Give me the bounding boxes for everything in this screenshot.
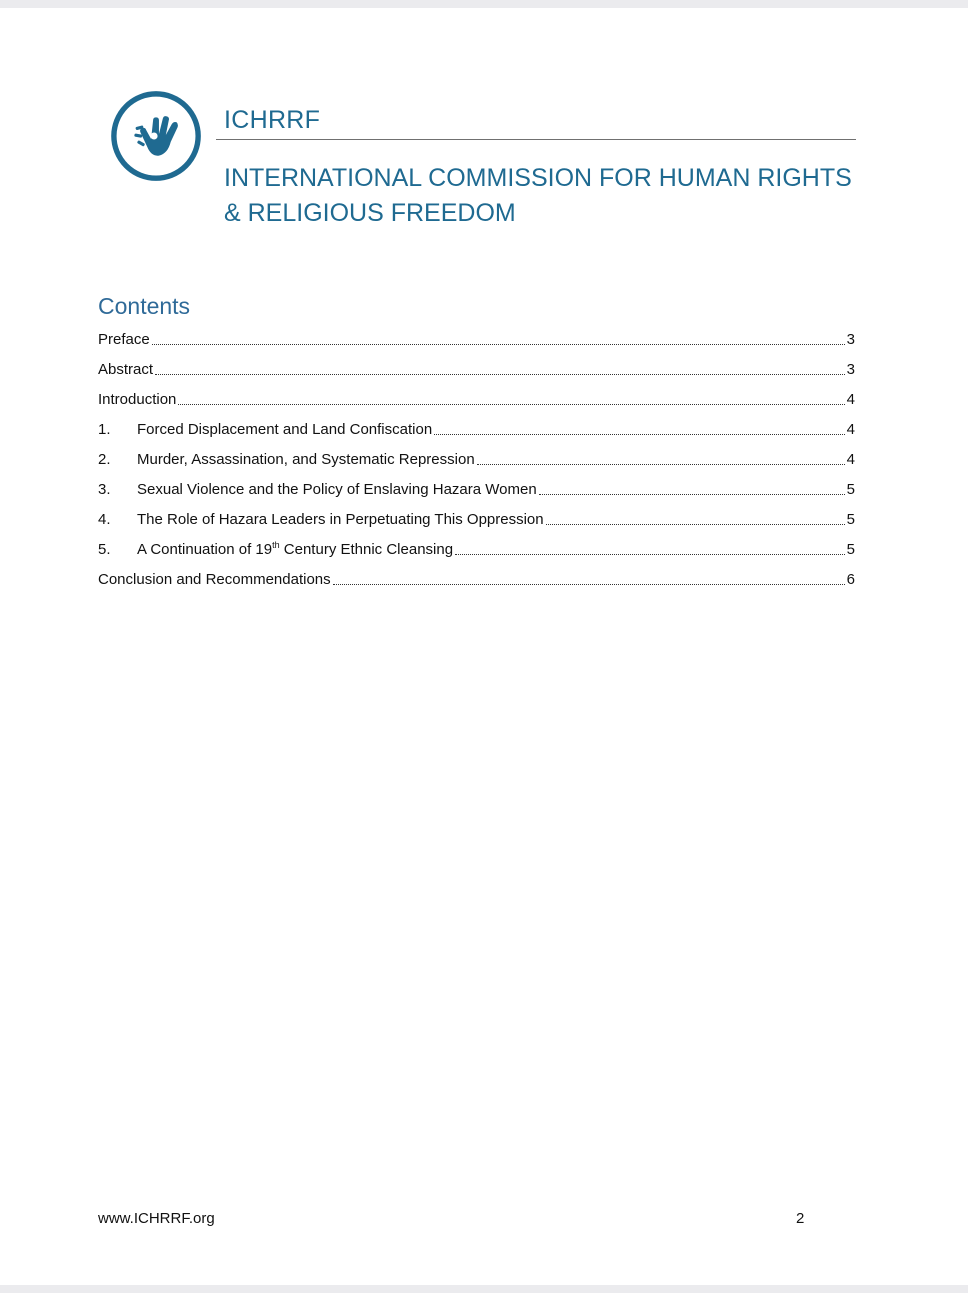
toc-entry-conclusion[interactable] xyxy=(98,564,855,594)
toc-dot-leader xyxy=(539,494,845,495)
toc-dot-leader xyxy=(455,554,845,555)
toc-dot-leader xyxy=(477,464,845,465)
toc-entry-introduction[interactable] xyxy=(98,384,855,414)
toc-entry-number: 1. xyxy=(98,420,111,438)
toc-label-part: A Continuation of 19 xyxy=(137,540,273,558)
toc-entry-3[interactable] xyxy=(98,474,855,504)
toc-entry-1[interactable] xyxy=(98,414,855,444)
toc-entry-label: Preface xyxy=(98,330,150,348)
toc-entry-page: 4 xyxy=(846,420,855,438)
footer-website-link[interactable]: www.ICHRRF.org xyxy=(98,1210,215,1227)
toc-entry-page: 3 xyxy=(846,360,855,378)
toc-entry-preface[interactable] xyxy=(98,324,855,354)
org-full-name-line1: INTERNATIONAL COMMISSION FOR HUMAN RIGHTS xyxy=(224,164,852,192)
toc-entry-label: Introduction xyxy=(98,390,177,408)
toc-entry-5[interactable] xyxy=(98,534,855,564)
toc-entry-page: 5 xyxy=(846,480,855,498)
header-divider xyxy=(216,139,856,140)
sign-language-hand-icon xyxy=(108,88,206,186)
toc-dot-leader xyxy=(155,374,845,375)
org-short-name: ICHRRF xyxy=(224,106,321,134)
toc-entry-page: 6 xyxy=(846,570,855,588)
toc-entry-label: Sexual Violence and the Policy of Enslaving Hazara Women xyxy=(137,480,537,498)
toc-dot-leader xyxy=(178,404,844,405)
toc-entry-label: Conclusion and Recommendations xyxy=(98,570,331,588)
toc-label-superscript: th xyxy=(272,539,280,550)
toc-entry-label: The Role of Hazara Leaders in Perpetuating This Oppression xyxy=(137,510,544,528)
toc-label-part: Century Ethnic Cleansing xyxy=(279,540,454,558)
toc-entry-abstract[interactable] xyxy=(98,354,855,384)
toc-dot-leader xyxy=(152,344,845,345)
org-full-name xyxy=(224,161,864,231)
contents-heading: Contents xyxy=(98,293,191,319)
toc-entry-page: 4 xyxy=(846,450,855,468)
toc-entry-label: Abstract xyxy=(98,360,154,378)
toc-entry-number: 2. xyxy=(98,450,111,468)
toc-entry-number: 4. xyxy=(98,510,111,528)
toc-entry-4[interactable] xyxy=(98,504,855,534)
document-page xyxy=(0,8,968,1285)
toc-entry-label xyxy=(137,541,453,558)
toc-entry-2[interactable] xyxy=(98,444,855,474)
toc-entry-page: 5 xyxy=(846,510,855,528)
footer-page-number: 2 xyxy=(796,1210,805,1227)
toc-dot-leader xyxy=(333,584,845,585)
toc-dot-leader xyxy=(434,434,844,435)
toc-entry-page: 5 xyxy=(846,540,855,558)
table-of-contents xyxy=(98,324,855,594)
toc-entry-number: 3. xyxy=(98,480,111,498)
toc-entry-page: 4 xyxy=(846,390,855,408)
toc-entry-number: 5. xyxy=(98,540,111,558)
toc-entry-label: Murder, Assassination, and Systematic Repression xyxy=(137,450,475,468)
toc-entry-page: 3 xyxy=(846,330,855,348)
toc-dot-leader xyxy=(546,524,845,525)
org-full-name-line2: & RELIGIOUS FREEDOM xyxy=(224,199,516,227)
toc-entry-label: Forced Displacement and Land Confiscation xyxy=(137,420,433,438)
